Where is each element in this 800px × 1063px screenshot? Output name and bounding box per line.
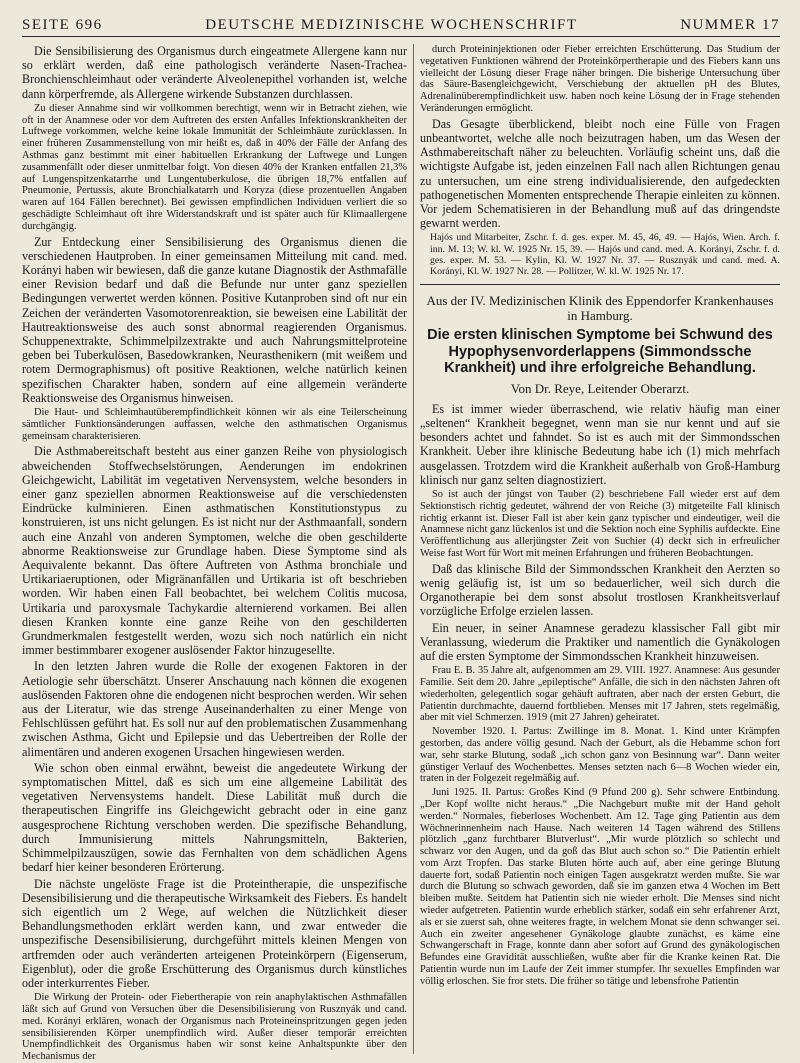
paragraph: Zu dieser Annahme sind wir vollkommen berechtigt, wenn wir in Betracht ziehen, wie oft in der Anamnese oder vor dem Auftreten des ersten Anfalles Infektionskrankheiten der Luftwege vorkommen, welche keine lokale Immunität der Schleimhäute zurücklassen. In einer früheren Zusammenstellung von mir heißt es, daß in 40% der Fälle der Anfang des Asthmas ganz bestimmt mit einer habituellen Erkrankung der Luftwege und Lungen zusammenfällt oder dieser unmittelbar folgt. Von diesen 40% der Kranken entfallen 21,3% auf Lungenspitzenkatarrhe und Lungentuberkulose, die übrigen 18,7% entfallen auf Pneumonie, Pertussis, akute Bronchialkatarrh und Koryza (diese prozentuellen Angaben waren auf 164 Fällen berechnet). Bei gewissen empfindlichen Individuen verliert die so geschädigte Schleimhaut oft ihre Widerstandskraft und ist später auch für Klimaallergene durchgängig.	[22, 102, 407, 232]
right-column-continuation	[420, 44, 780, 277]
paragraph: Die Haut- und Schleimhautüberempfindlichkeit können wir als eine Teilerscheinung sämtlicher Funktionsänderungen auffassen, welche den asthmatischen Organismus gemeinsam charakterisieren.	[22, 407, 407, 442]
article-title: Die ersten klinischen Symptome bei Schwund des Hypophysenvorderlappens (Simmondssche Krankheit) und ihre erfolgreiche Behandlung.	[427, 327, 773, 377]
paragraph: Die nächste ungelöste Frage ist die Proteintherapie, die unspezifische Desensibilisierung und die therapeutische Wirksamkeit des Fiebers. Es handelt sich eigentlich um 2 Wege, auf welchen die Nützlichkeit dieser Behandlungsmethoden erklärt werden kann, und zwar entweder die unspezifische Desensibilisierung, durchgeführt mittels kleinen Mengen von artfremden oder auch veränderten arteigenen Proteinkörpern (Eigenserum, Eigenblut), oder die große Erschütterung des Organismus durch künstliches oder interkurrentes Fieber.	[22, 876, 407, 990]
article-institution: Aus der IV. Medizinischen Klinik des Eppendorfer Krankenhauses in Hamburg.	[426, 293, 774, 324]
paragraph: In den letzten Jahren wurde die Rolle der exogenen Faktoren in der Aetiologie sehr überschätzt. Unserer Anschauung nach können die exogenen auslösenden Faktoren ohne die endogenen nicht besprochen werden. Wir sehen aus der Literatur, wie das strenge Auseinanderhalten zu einer Menge von Fehlschlüssen geführt hat. Es soll nur auf den problematischen Zusammenhang zwischen Asthma, Gicht und Epilepsie und das Uebertreiben der Rolle der alimentären und anderen exogenen Ursachen hingewiesen werden.	[22, 659, 407, 759]
paragraph: So ist auch der jüngst von Tauber (2) beschriebene Fall wieder erst auf dem Sektionstisch richtig gedeutet, während der von Reiche (3) mitgeteilte Fall klinisch richtig erkannt ist. Dieser Fall ist aber kein ganz typischer und eindeutiger, weil die Anamnese nicht ganz lückenlos ist und die Sektion noch eine Syphilis aufdeckte. Eine Veröffentlichung aus allerjüngster Zeit von Suchier (4) deckt sich in erfreulicher Weise fast Wort für Wort mit meinen Erfahrungen und früheren Beobachtungen.	[420, 488, 780, 559]
paragraph: Es ist immer wieder überraschend, wie relativ häufig man einer „seltenen“ Krankheit begegnet, wenn man sie nur kennt und auf sie besonders achtet und fahndet. So ist es auch mit der Simmondsschen Krankheit. Ueber ihre klinische Bedeutung habe ich (1) mich mehrfach ausgelassen. Trotzdem wird die Krankheit außerhalb von Groß-Hamburg klinisch nur ganz selten diagnostiziert.	[420, 401, 780, 487]
column-divider	[413, 44, 414, 1054]
article-separator	[420, 284, 780, 285]
journal-title: DEUTSCHE MEDIZINISCHE WOCHENSCHRIFT	[205, 17, 578, 33]
paragraph: Juni 1925. II. Partus: Großes Kind (9 Pfund 200 g). Sehr schwere Entbindung. „Der Kopf wollte nicht heraus.“ „Die Nachgeburt mußte mit der Hand geholt werden.“ Normales, fieberloses Wochenbett. Am 12. Tage ging Patientin aus dem Wöchnerinnenheim nach Hause. Nach weiteren 14 Tagen während des Stillens plötzlich „ganz furchtbarer Blutverlust“. „Mir wurde plötzlich so schlecht und schwarz vor den Augen, und da goß das Blut auch schon so.“ Die Patientin erhielt vom Arzt Tropfen. Das starke Bluten hörte auch auf, aber eine geringe Blutung dauerte fort, sodaß Patientin noch einigen Tagen ausgekratzt werden mußte. Sie war durch die Blutung so schwach geworden, daß sie im ganzen etwa 4 Wochen im Bett bleiben mußte. Seitdem hat Patientin sich nie wieder erholt. Die Menses sind nicht wieder aufgetreten. Patientin wurde erheblich stärker, sodaß ein sehr erfahrener Arzt, als er sie zuerst sah, ohne weiteres fragte, in welchem Monat sie denn schwanger sei. Auch ein zweiter angesehener Gynäkologe glaubte zunächst, es käme eine Schwangerschaft in Frage, konnte dann aber sofort auf Grund des gynäkologischen Befundes eine Gravidität ausschließen, wußte aber für die Kranke keinen Rat. Die Patientin wurde nun im Laufe der Zeit immer stumpfer. Ihr sexuelles Empfinden war völlig erloschen. Sie fror stets. Die früher so tätige und lebensfrohe Patientin	[420, 787, 780, 987]
right-column	[420, 44, 780, 1054]
paragraph: Ein neuer, in seiner Anamnese geradezu klassischer Fall gibt mir Veranlassung, wiederum die Praktiker und namentlich die Gynäkologen auf die ersten Symptome der Simmondsschen Krankheit hinzuweisen.	[420, 620, 780, 663]
page-header	[22, 10, 780, 37]
paragraph: Die Sensibilisierung des Organismus durch eingeatmete Allergene kann nur so erklärt werden, daß eine pathologisch veränderte Nasen-Trachea-Bronchienschleimhaut oder veränderte Alveolenepithel vorhanden ist, welche dann körperfremde, als Allergene wirkende Substanzen durchlassen.	[22, 44, 407, 101]
paragraph: Frau E. B. 35 Jahre alt, aufgenommen am 29. VIII. 1927. Anamnese: Aus gesunder Familie. Seit dem 20. Jahre „epileptische“ Anfälle, die sich in den nächsten Jahren oft wiederholten, gelegentlich sogar gehäuft auftraten, aber nach der ersten Geburt, die Patientin durchmachte, dauernd fortblieben. Menses mit 17 Jahren, stets regelmäßig, aber mit viel Schmerzen. 1919 (mit 27 Jahren) geheiratet.	[420, 665, 780, 724]
page-number: SEITE 696	[22, 17, 103, 33]
paragraph: Die Wirkung der Protein- oder Fiebertherapie von rein anaphylaktischen Asthmafällen läßt sich auf Grund von Versuchen über die Desensibilisierung von Rusznyák und cand. med. Korányi erklären, wonach der Organismus nach Proteineinspritzungen gegen jeden sensibilisierenden Körper unempfindlich wird. Außer dieser temporär erreichten Unempfindlichkeit des Organismus haben wir sonst keine Anhaltspunkte über den Mechanismus der	[22, 992, 407, 1063]
paragraph: Zur Entdeckung einer Sensibilisierung des Organismus dienen die verschiedenen Hautproben. In einer gemeinsamen Mitteilung mit cand. med. Korányi haben wir bewiesen, daß die ganze kutane Diagnostik der Asthmafälle einer Revision bedarf und daß die Befunde nur unter ganz speziellen Bedingungen verwertet werden können. Positive Kutanproben sind oft nur ein Zeichen der veränderten Vasomotorenreaktion, sie beweisen eine Labilität der Hautreaktionsweise des auch sonst abnormal reagierenden Organismus. Schuppenextrakte, Schimmelpilzextrakte und auch Nahrungsmittelproteine geben bei Tuberkulösen, Basedowkranken, Neurasthenikern (mit weißem und rotem Dermographismus) oft positive Reaktionen, welche natürlich keinen spezifischen Charakter haben, sondern auf eine allgemein veränderte Reaktionsweise des Organismus hinweisen.	[22, 234, 407, 405]
article-body	[420, 402, 780, 988]
paragraph: Wie schon oben einmal erwähnt, beweist die angedeutete Wirkung der symptomatischen Mittel, daß es sich um eine allgemeine Labilität des vegetativen Nervensystems handelt. Diese Labilität muß durch die therapeutischen Eingriffe ins Gleichgewicht gebracht oder in eine ganz ausgesprochene Richtung verschoben werden. Die spezifische Behandlung, durch Immunisierung mittels Nahrungsmitteln, Bakterien, Schimmelpilzauszügen, sowie das Fernhalten von dem schädlichen Agens bedarf hier keiner besonderen Erörterung.	[22, 760, 407, 875]
issue-number: NUMMER 17	[680, 17, 780, 33]
paragraph: November 1920. I. Partus: Zwillinge im 8. Monat. 1. Kind unter Krämpfen gestorben, das andere völlig gesund. Nach der Geburt, als die Hebamme schon fort war, sehr starke Blutung, sodaß „ich schon ganz von Besinnung war“. Dann weiter günstiger Verlauf des Wochenbettes. Menses setzten nach 6—8 Wochen wieder ein, traten in der Folgezeit regelmäßig auf.	[420, 726, 780, 785]
references: Hajós und Mitarbeiter, Zschr. f. d. ges. exper. M. 45, 46, 49. — Hajós, Wien. Arch. f. inn. M. 13; W. kl. W. 1925 Nr. 15, 39. — Hajós und cand. med. A. Korányi, Zschr. f. d. ges. exper. M. 53. — Kylin, Kl. W. 1927 Nr. 37. — Rusznyák und cand. med. A. Korányi, Kl. W. 1927 Nr. 28. — Pollitzer, W. kl. W. 1925 Nr. 17.	[430, 232, 780, 278]
paragraph: Daß das klinische Bild der Simmondsschen Krankheit den Aerzten so wenig geläufig ist, ist um so bedauerlicher, weil sich durch die Organotherapie bei dem sonst absolut trostlosen Krankheitsverlauf vorzügliche Erfolge erzielen lassen.	[420, 561, 780, 619]
article-author: Von Dr. Reye, Leitender Oberarzt.	[510, 380, 690, 396]
paragraph: Die Asthmabereitschaft besteht aus einer ganzen Reihe von physiologisch abweichenden Stoffwechselstörungen, Aenderungen im endokrinen Gleichgewicht, Labilität im vegetativen Nervensystem, welche besonders in einer ganz speziellen abnormen Reaktionsweise auf die verschiedensten Eindrücke kulminieren. Einen asthmatischen Konstitutionstypus zu konstruieren, ist uns nicht gelungen. Es ist nicht nur der Asthmaanfall, sondern auch eine Anzahl von anderen Symptomen, welche die oben geschilderte abnorme Reaktionsweise zur Grundlage haben. Diese Symptome sind als Aequivalente bekannt. Das öftere Auftreten von Asthma bronchiale und Urtikariaeruptionen, oder Migränanfällen und Urtikaria ist oft beschrieben worden. Wir haben einen Fall beobachtet, bei welchem Colitis mucosa, Urtikaria und paroxysmale Tachykardie alternierend vorkamen. Bei allen diesen Kranken konnte eine ganze Reihe von den geschilderten Grundmerkmalen festgestellt werden, wozu sich noch natürlich ein nicht immer bestimmbarer exogener auslösender Faktor hinzugesellte.	[22, 444, 407, 658]
paragraph: durch Proteininjektionen oder Fieber erreichten Erschütterung. Das Studium der vegetativen Funktionen während der Proteinkörpertherapie und des Fiebers kann uns vielleicht der Lösung dieser Frage näher bringen. Die bisherige Untersuchung über das Säure-Basengleichgewicht, Verschiebung der aktuellen pH des Blutes, Adrenalinüberempfindlichkeit usw. haben noch keine Lösung der in Frage stehenden Veränderungen ermöglicht.	[420, 44, 780, 114]
left-column	[22, 44, 407, 1063]
paragraph: Das Gesagte überblickend, bleibt noch eine Fülle von Fragen unbeantwortet, welche alle noch beizutragen haben, um das Wesen der Asthmabereitschaft näher zu beleuchten. Vorläufig scheint uns, daß die wichtigste Aufgabe ist, jeden einzelnen Fall nach allen Richtungen genau zu untersuchen, um eine streng individualisierende, den aufgedeckten pathogenetischen Momenten entsprechende Therapie einleiten zu können. Vor jedem Schematisieren in der Behandlung muß auf das dringendste gewarnt werden.	[420, 116, 780, 231]
